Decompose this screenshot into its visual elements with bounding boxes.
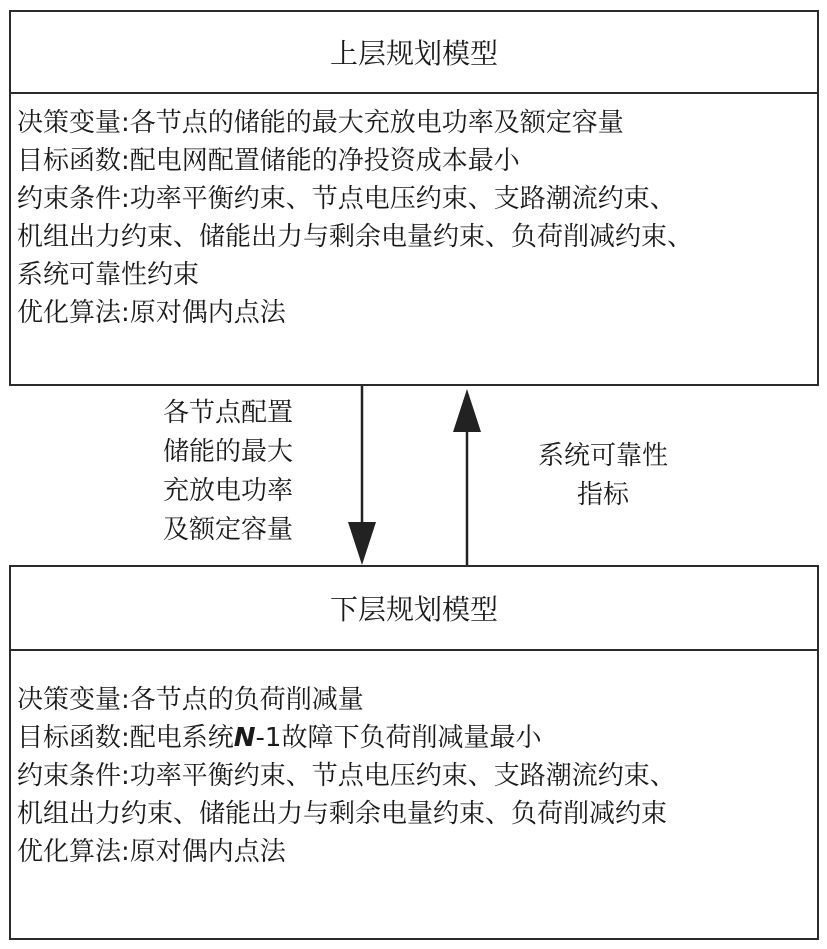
- up-arrow-label: [523, 437, 683, 515]
- upper-model-box: [9, 10, 819, 386]
- upper-constraints-line2: 机组出力约束、储能出力与剩余电量约束、负荷削减约束、: [17, 222, 694, 252]
- lower-objective-n: N: [233, 723, 256, 753]
- upper-constraints-line1: 约束条件:功率平衡约束、节点电压约束、支路潮流约束、: [17, 184, 676, 214]
- down-label-line: 及额定容量: [163, 515, 294, 545]
- down-arrow: [348, 386, 376, 565]
- down-arrow-label: [163, 394, 293, 550]
- down-label-line: 充放电功率: [163, 476, 294, 506]
- lower-constraints-line1: 约束条件:功率平衡约束、节点电压约束、支路潮流约束、: [17, 761, 676, 791]
- upper-model-title: 上层规划模型: [11, 12, 817, 94]
- up-label-line: 系统可靠性: [537, 441, 668, 471]
- upper-objective-function: 目标函数:配电网配置储能的净投资成本最小: [17, 146, 520, 176]
- up-label-line: 指标: [576, 480, 629, 510]
- up-arrow: [453, 389, 481, 565]
- lower-model-box: [9, 565, 819, 940]
- lower-objective-prefix: 目标函数:配电系统: [17, 723, 234, 753]
- lower-objective-suffix: -1故障下负荷削减量最小: [255, 723, 542, 753]
- lower-constraints-line2: 机组出力约束、储能出力与剩余电量约束、负荷削减约束: [17, 799, 668, 829]
- lower-decision-variables: 决策变量:各节点的负荷削减量: [17, 685, 364, 715]
- lower-model-title: 下层规划模型: [11, 567, 817, 651]
- lower-optimization-algorithm: 优化算法:原对偶内点法: [17, 837, 286, 867]
- upper-constraints-line3: 系统可靠性约束: [17, 260, 200, 290]
- down-label-line: 储能的最大: [163, 437, 294, 467]
- upper-model-content: [11, 94, 817, 332]
- lower-objective-function: [17, 719, 817, 757]
- upper-decision-variables: 决策变量:各节点的储能的最大充放电功率及额定容量: [17, 108, 624, 138]
- down-label-line: 各节点配置: [163, 398, 294, 428]
- lower-model-content: [11, 651, 817, 871]
- upper-optimization-algorithm: 优化算法:原对偶内点法: [17, 298, 286, 328]
